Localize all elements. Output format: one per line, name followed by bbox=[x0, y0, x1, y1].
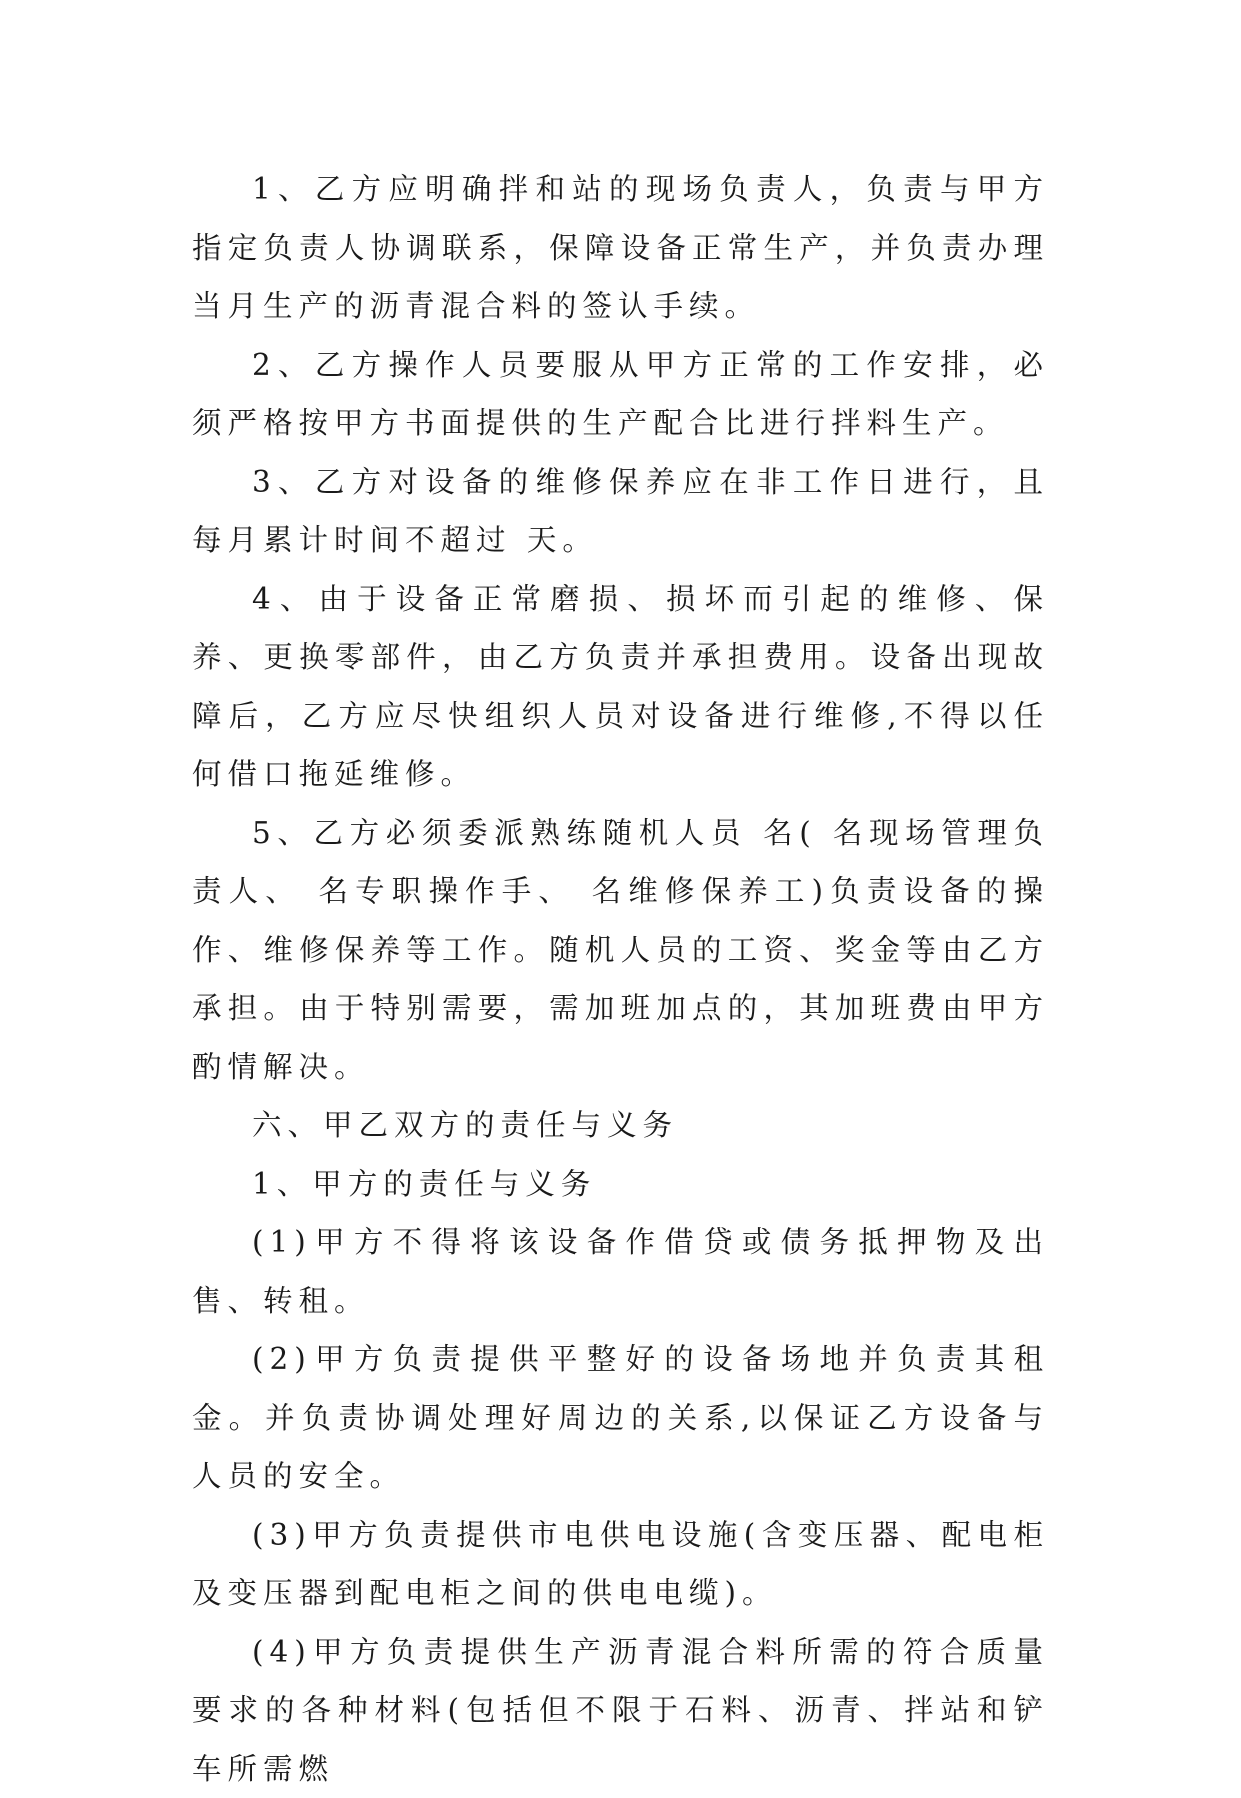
clause-3: (3)甲方负责提供市电供电设施(含变压器、配电柜及变压器到配电柜之间的供电电缆)。 bbox=[192, 1506, 1049, 1623]
paragraph-5: 5、乙方必须委派熟练随机人员 名( 名现场管理负责人、 名专职操作手、 名维修保养工)负责设备的操作、维修保养等工作。随机人员的工资、奖金等由乙方承担。由于特别需要，需加班加点的，其加班费由甲方酌情解决。 bbox=[192, 804, 1049, 1097]
subsection-heading: 1、甲方的责任与义务 bbox=[192, 1155, 1049, 1214]
clause-1: (1)甲方不得将该设备作借贷或债务抵押物及出售、转租。 bbox=[192, 1213, 1049, 1330]
clause-4: (4)甲方负责提供生产沥青混合料所需的符合质量要求的各种材料(包括但不限于石料、沥青、拌站和铲车所需燃 bbox=[192, 1623, 1049, 1798]
paragraph-4: 4、由于设备正常磨损、损坏而引起的维修、保养、更换零部件，由乙方负责并承担费用。设备出现故障后，乙方应尽快组织人员对设备进行维修,不得以任何借口拖延维修。 bbox=[192, 570, 1049, 804]
section-heading: 六、甲乙双方的责任与义务 bbox=[192, 1096, 1049, 1155]
document-page bbox=[192, 160, 1049, 1798]
clause-2: (2)甲方负责提供平整好的设备场地并负责其租金。并负责协调处理好周边的关系,以保证乙方设备与人员的安全。 bbox=[192, 1330, 1049, 1506]
paragraph-1: 1、乙方应明确拌和站的现场负责人，负责与甲方指定负责人协调联系，保障设备正常生产，并负责办理当月生产的沥青混合料的签认手续。 bbox=[192, 160, 1049, 336]
paragraph-3: 3、乙方对设备的维修保养应在非工作日进行，且每月累计时间不超过 天。 bbox=[192, 453, 1049, 570]
paragraph-2: 2、乙方操作人员要服从甲方正常的工作安排，必须严格按甲方书面提供的生产配合比进行拌料生产。 bbox=[192, 336, 1049, 453]
